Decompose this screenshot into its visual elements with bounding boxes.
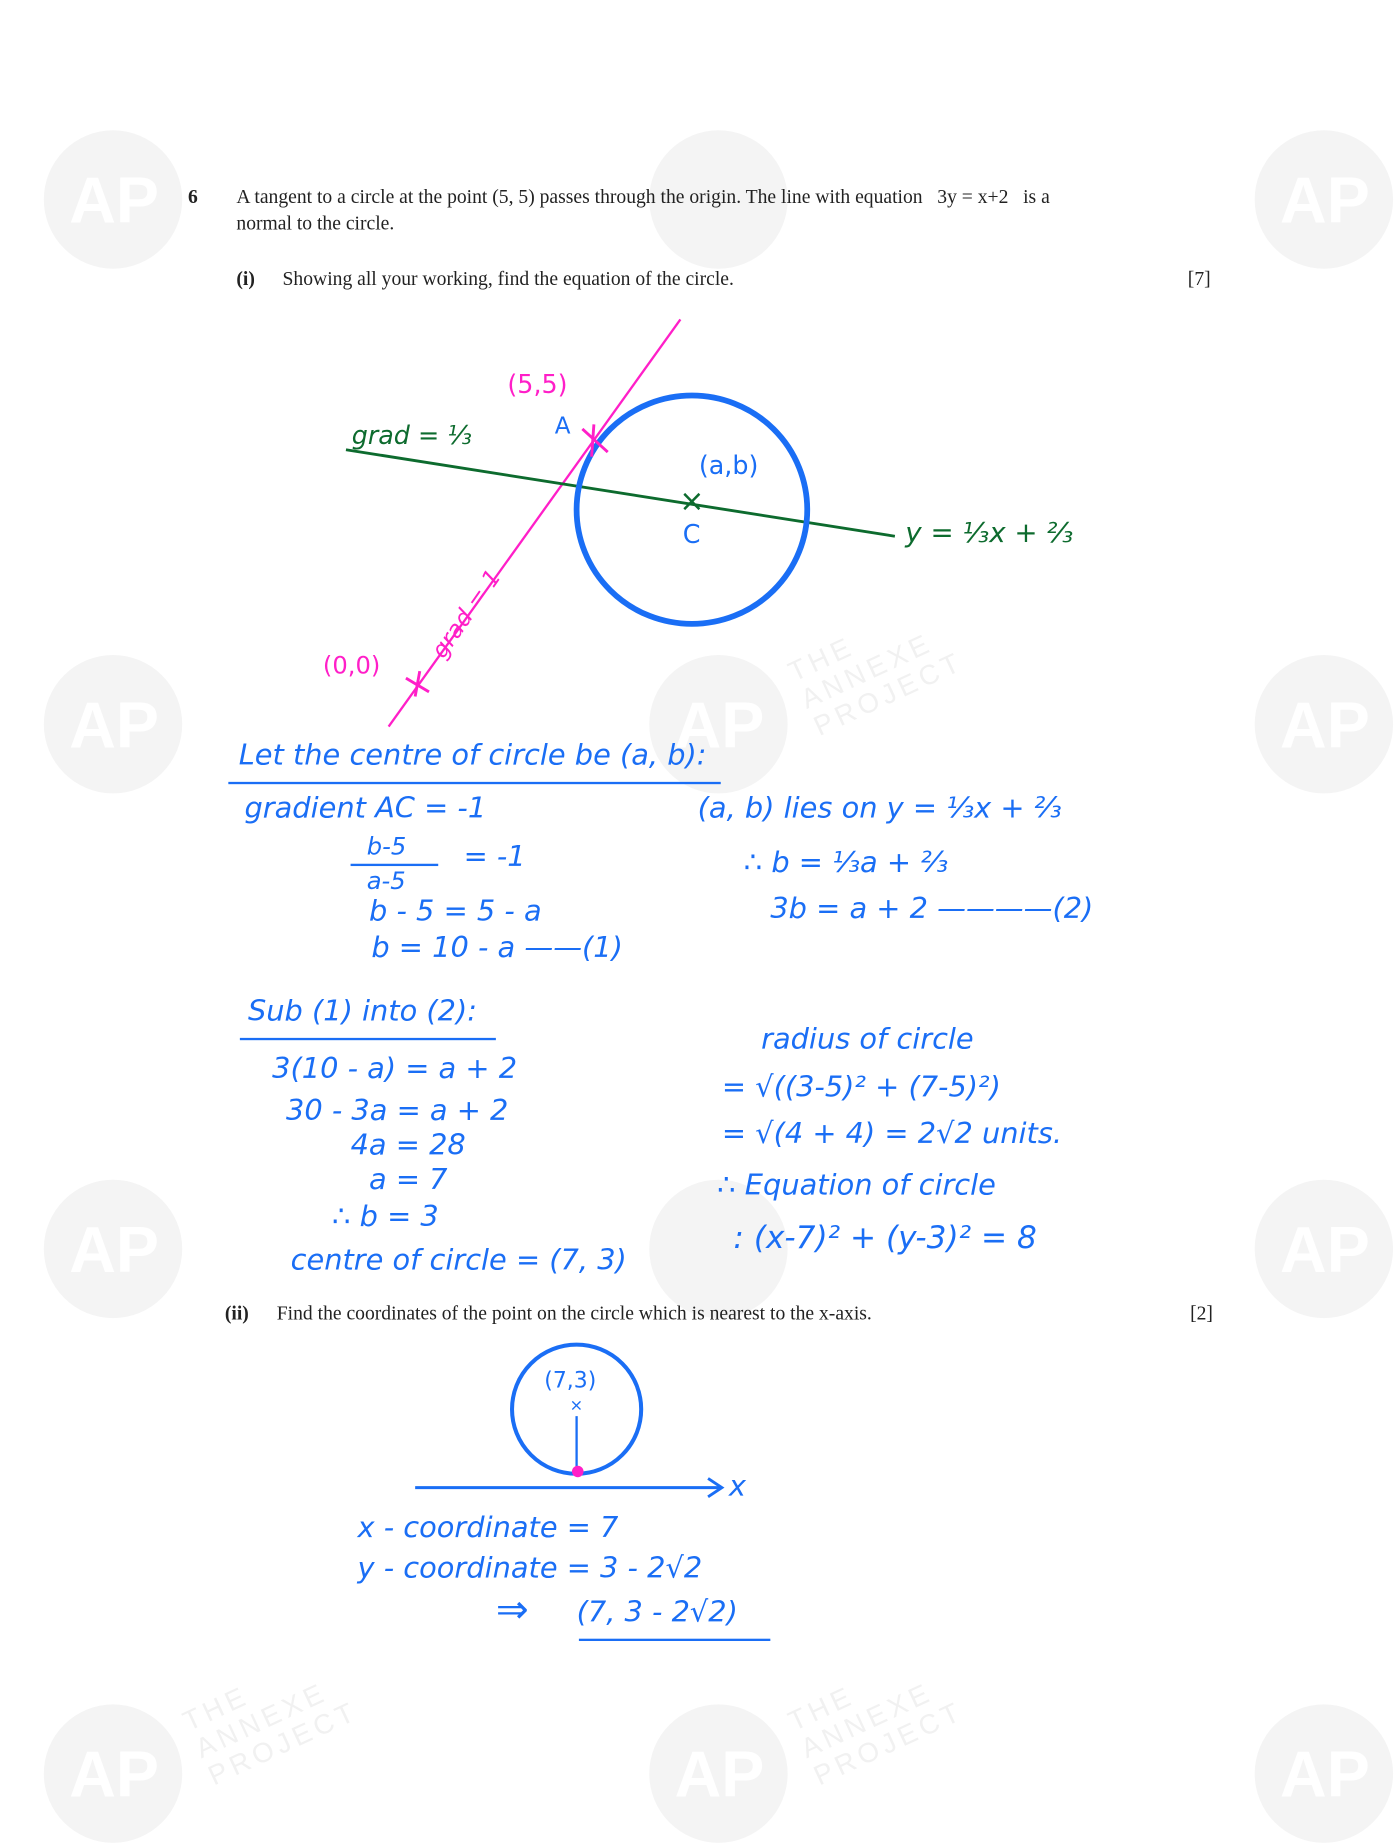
watermark-text: THE ANNEXE PROJECT (783, 1676, 969, 1792)
origin-label: (0,0) (322, 651, 381, 680)
watermark-logo: AP (649, 655, 787, 793)
question-number: 6 (187, 185, 198, 208)
normal-gradient-label: grad = ⅓ (351, 422, 472, 451)
part-ii-text: Find the coordinates of the point on the circle which is nearest to the x-axis. (276, 1301, 872, 1324)
nearest-point-dot (572, 1466, 584, 1478)
watermark-logo: AP (649, 1704, 787, 1842)
working-step: 3(10 - a) = a + 2 (272, 1051, 518, 1086)
watermark-text: THE ANNEXE PROJECT (783, 627, 969, 743)
tangent-gradient-label: grad = 1 (425, 563, 507, 664)
watermark-logo: AP (1255, 130, 1393, 268)
working-step: 4a = 28 (350, 1127, 466, 1162)
watermark-logo: AP (1255, 1180, 1393, 1318)
working-step: 3b = a + 2 ————(2) (770, 891, 1094, 925)
watermark-logo: AP (44, 655, 182, 793)
circle-equation: : (x-7)² + (y-3)² = 8 (733, 1220, 1037, 1256)
working-step: b = 10 - a ——(1) (371, 930, 623, 965)
part-ii-label: (ii) (224, 1301, 249, 1324)
equation-heading: ∴ Equation of circle (717, 1168, 996, 1202)
x-axis-label: x (728, 1469, 746, 1503)
small-centre-cross: × (569, 1396, 584, 1415)
question-text-line1: A tangent to a circle at the point (5, 5) passes through the origin. The line with equation 3y = x+2 is a (236, 185, 1050, 208)
fraction-denominator: a-5 (366, 867, 406, 895)
working-step: a = 7 (369, 1162, 448, 1196)
centre-coords-label: (a,b) (698, 452, 759, 481)
working-step: gradient AC = -1 (244, 791, 487, 825)
point-a-coords: (5,5) (507, 371, 568, 401)
radius-result: = √(4 + 4) = 2√2 units. (721, 1116, 1063, 1150)
part-i-text: Showing all your working, find the equation of the circle. (282, 267, 734, 290)
part-i-marks: [7] (1187, 267, 1211, 290)
sub-heading-underline (240, 1038, 496, 1040)
question-text-line2: normal to the circle. (236, 212, 395, 235)
working-step: 30 - 3a = a + 2 (285, 1093, 509, 1127)
radius-heading: radius of circle (761, 1021, 974, 1056)
small-centre-label: (7,3) (544, 1367, 597, 1394)
heading-underline (228, 782, 720, 784)
part-ii-marks: [2] (1190, 1301, 1213, 1324)
fraction-numerator: b-5 (366, 832, 407, 861)
working-step: ∴ b = 3 (332, 1199, 439, 1233)
working-step: ∴ b = ⅓a + ⅔ (743, 845, 949, 879)
watermark-text: THE ANNEXE PROJECT (178, 1676, 364, 1792)
answer-step: y - coordinate = 3 - 2√2 (357, 1551, 703, 1585)
sub-heading: Sub (1) into (2): (247, 994, 477, 1028)
centre-label: C (682, 521, 701, 551)
watermark-logo: AP (1255, 1704, 1393, 1842)
centre-cross: × (679, 484, 705, 519)
answer-step: x - coordinate = 7 (357, 1510, 619, 1545)
working-step: = -1 (463, 839, 526, 873)
radius-step: = √((3-5)² + (7-5)²) (721, 1070, 1001, 1104)
point-a-label: A (554, 411, 571, 440)
working-heading: Let the centre of circle be (a, b): (238, 738, 707, 772)
final-answer-underline (579, 1639, 770, 1641)
centre-result: centre of circle = (7, 3) (290, 1243, 627, 1277)
part-i-label: (i) (236, 267, 255, 290)
watermark-logo: AP (44, 1704, 182, 1842)
watermark-logo: AP (1255, 655, 1393, 793)
watermark-logo: AP (44, 1180, 182, 1318)
implies-arrow: ⇒ (495, 1586, 529, 1633)
normal-line (346, 450, 895, 536)
final-answer: (7, 3 - 2√2) (576, 1594, 738, 1629)
working-step: b - 5 = 5 - a (369, 893, 542, 928)
watermark-logo: AP (44, 130, 182, 268)
normal-equation-label: y = ⅓x + ⅔ (905, 516, 1074, 549)
fraction-bar (351, 864, 439, 866)
working-step: (a, b) lies on y = ⅓x + ⅔ (697, 791, 1062, 825)
